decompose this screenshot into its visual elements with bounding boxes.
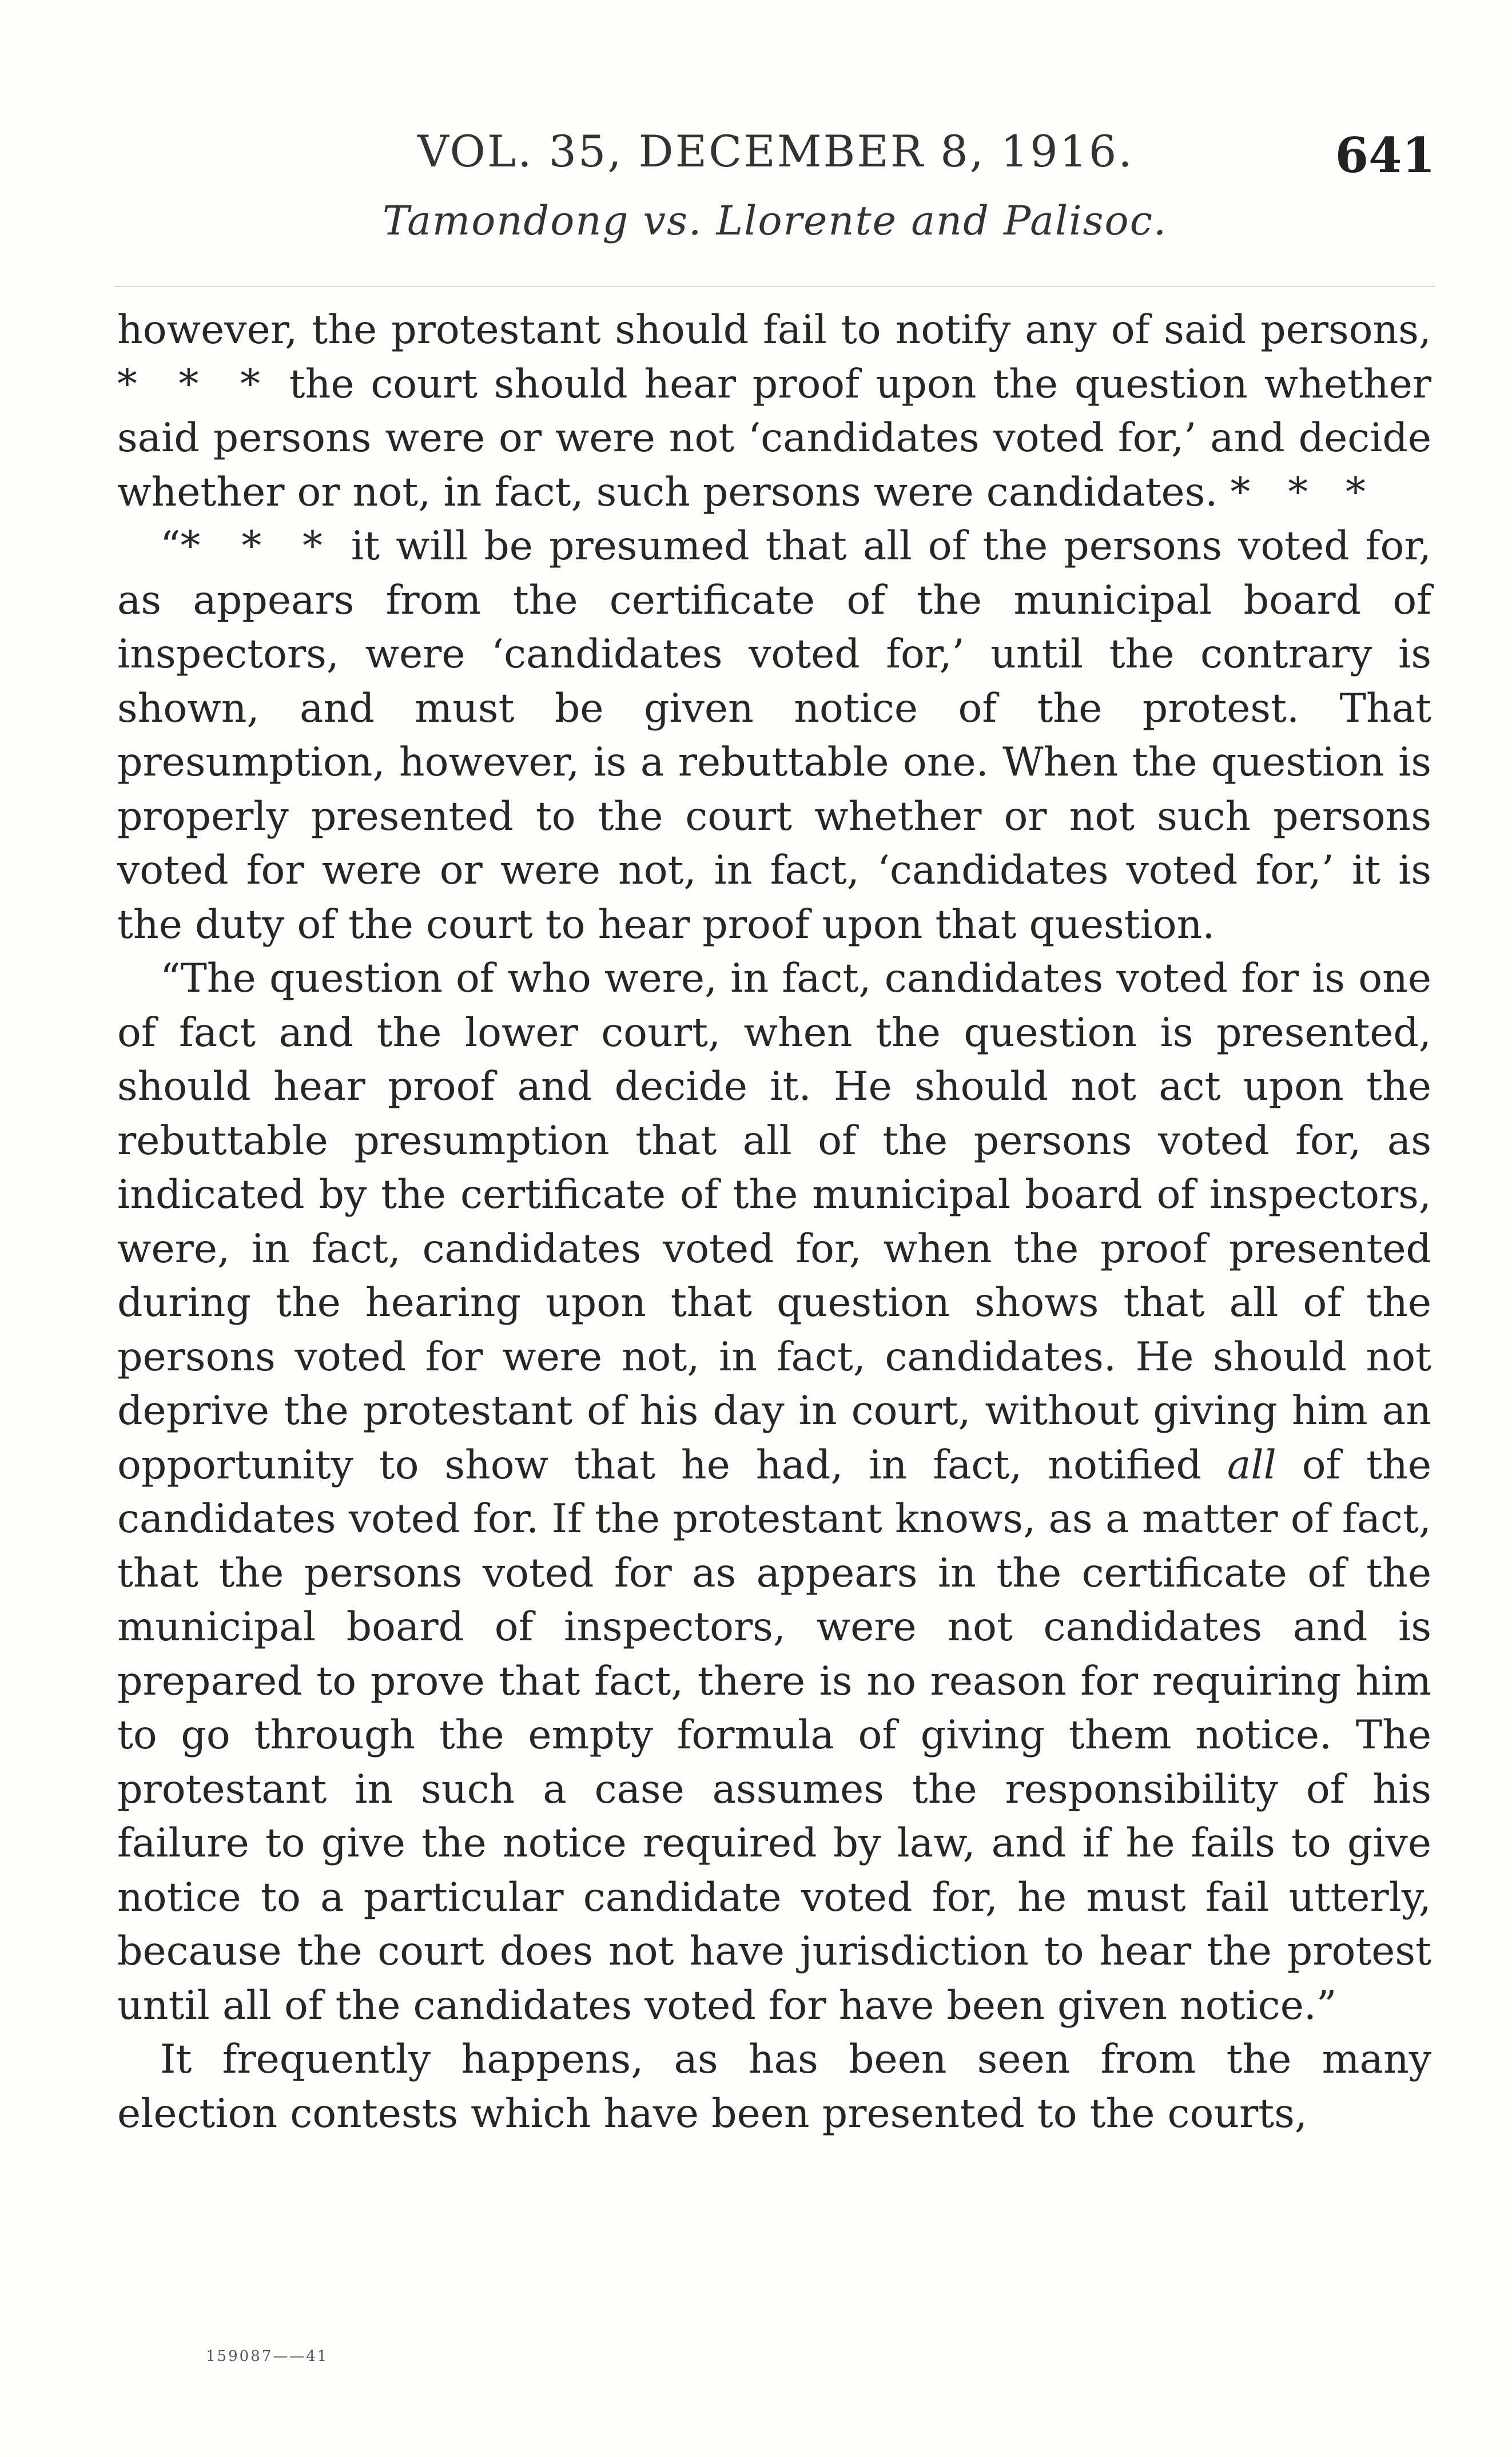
paragraph-text: it will be presumed that all of the persons voted for, as appears from the certificate of the municipal board of inspectors, were ‘candidates voted for,’ until the contrary is shown, and must be given notice of the protest. That presumption, however, is a rebuttable one. When the question is properly presented to the court whether or not such persons voted for were or were not, in fact, ‘candidates voted for,’ it is the duty of the court to hear proof upon that question. (117, 523, 1431, 948)
ellipsis-stars: * * * (180, 523, 335, 569)
paragraph-frequently (117, 2033, 1431, 2141)
paragraph-quote-presumption (117, 519, 1431, 952)
case-title: Tamondong vs. Llorente and Palisoc. (382, 197, 1168, 244)
ellipsis-stars: * * * (1230, 468, 1378, 515)
paragraph-text: of the candidates voted for. If the protestant knows, as a matter of fact, that the persons voted for as appears in the certificate of the municipal board of inspectors, were not candidates and is prepared to prove that fact, there is no reason for requiring him to go through the empty formula of giving them notice. The protestant in such a case assumes the responsibility of his failure to give the notice required by law, and if he fails to give notice to a particular candidate voted for, he must fail utterly, because the court does not have jurisdiction to hear the protest until all of the candidates voted for have been given notice.” (117, 1441, 1431, 2029)
emphasis-all: all (1227, 1441, 1276, 1488)
running-head: VOL. 35, DECEMBER 8, 1916. (417, 126, 1134, 177)
ellipsis-stars: * * * (117, 360, 273, 407)
paragraph-continued (117, 303, 1431, 519)
body-text (117, 303, 1431, 2141)
paragraph-quote-question (117, 952, 1431, 2033)
header-rule (114, 286, 1435, 287)
paragraph-text: “The question of who were, in fact, candidates voted for is one of fact and the lower court, when the question is presented, should hear proof and decide it. He should not act upon the rebuttable presumption that all of the persons voted for, as indicated by the certificate of the municipal board of inspectors, were, in fact, candidates voted for, when the proof presented during the hearing upon that question shows that all of the persons voted for were not, in fact, candidates. He should not deprive the protestant of his day in court, without giving him an opportunity to show that he had, in fact, notified (117, 955, 1431, 1488)
paragraph-text: however, the protestant should fail to notify any of said persons, (117, 307, 1431, 353)
printer-signature-mark: 159087——41 (206, 2348, 329, 2365)
paragraph-text: the court should hear proof upon the question whether said persons were or were not ‘candidates voted for,’ and decide whether or not, in fact, such persons were candidates. (117, 360, 1431, 515)
page-number: 641 (1335, 127, 1435, 184)
open-quote: “ (160, 523, 181, 569)
page-header (114, 114, 1435, 189)
paragraph-text: It frequently happens, as has been seen from the many election contests which have been presented to the courts, (117, 2036, 1431, 2137)
